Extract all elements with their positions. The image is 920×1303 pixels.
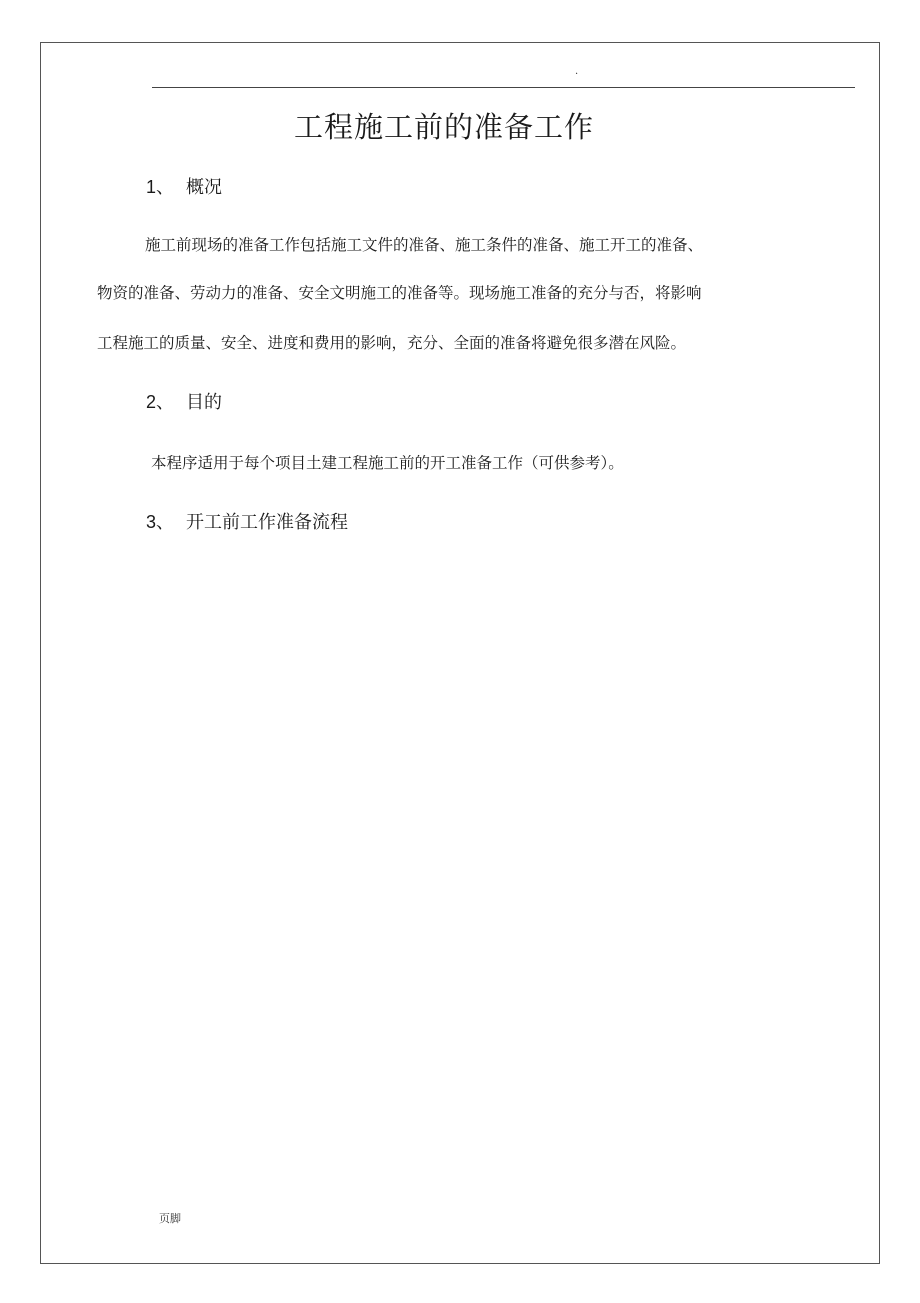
document-title: 工程施工前的准备工作 [293, 110, 594, 144]
section-heading-overview [146, 174, 222, 201]
section-title: 概况 [186, 177, 222, 198]
section-number: 1、 [146, 177, 175, 197]
header-mark: . [575, 66, 579, 77]
overview-paragraph-line: 施工前现场的准备工作包括施工文件的准备、施工条件的准备、施工开工的准备、 [145, 236, 704, 254]
page-footer: 页脚 [159, 1212, 181, 1225]
section-title: 开工前工作准备流程 [186, 512, 348, 533]
section-heading-process [146, 509, 348, 536]
overview-paragraph-line: 物资的准备、劳动力的准备、安全文明施工的准备等。现场施工准备的充分与否，将影响 [97, 284, 702, 302]
section-title: 目的 [186, 392, 222, 413]
header-rule [152, 87, 855, 88]
section-number: 3、 [146, 512, 175, 532]
section-number: 2、 [146, 392, 175, 412]
purpose-paragraph-line: 本程序适用于每个项目土建工程施工前的开工准备工作（可供参考）。 [151, 454, 624, 472]
page-border [40, 42, 880, 1264]
overview-paragraph-line: 工程施工的质量、安全、进度和费用的影响，充分、全面的准备将避免很多潜在风险。 [97, 334, 687, 352]
section-heading-purpose [146, 389, 222, 416]
